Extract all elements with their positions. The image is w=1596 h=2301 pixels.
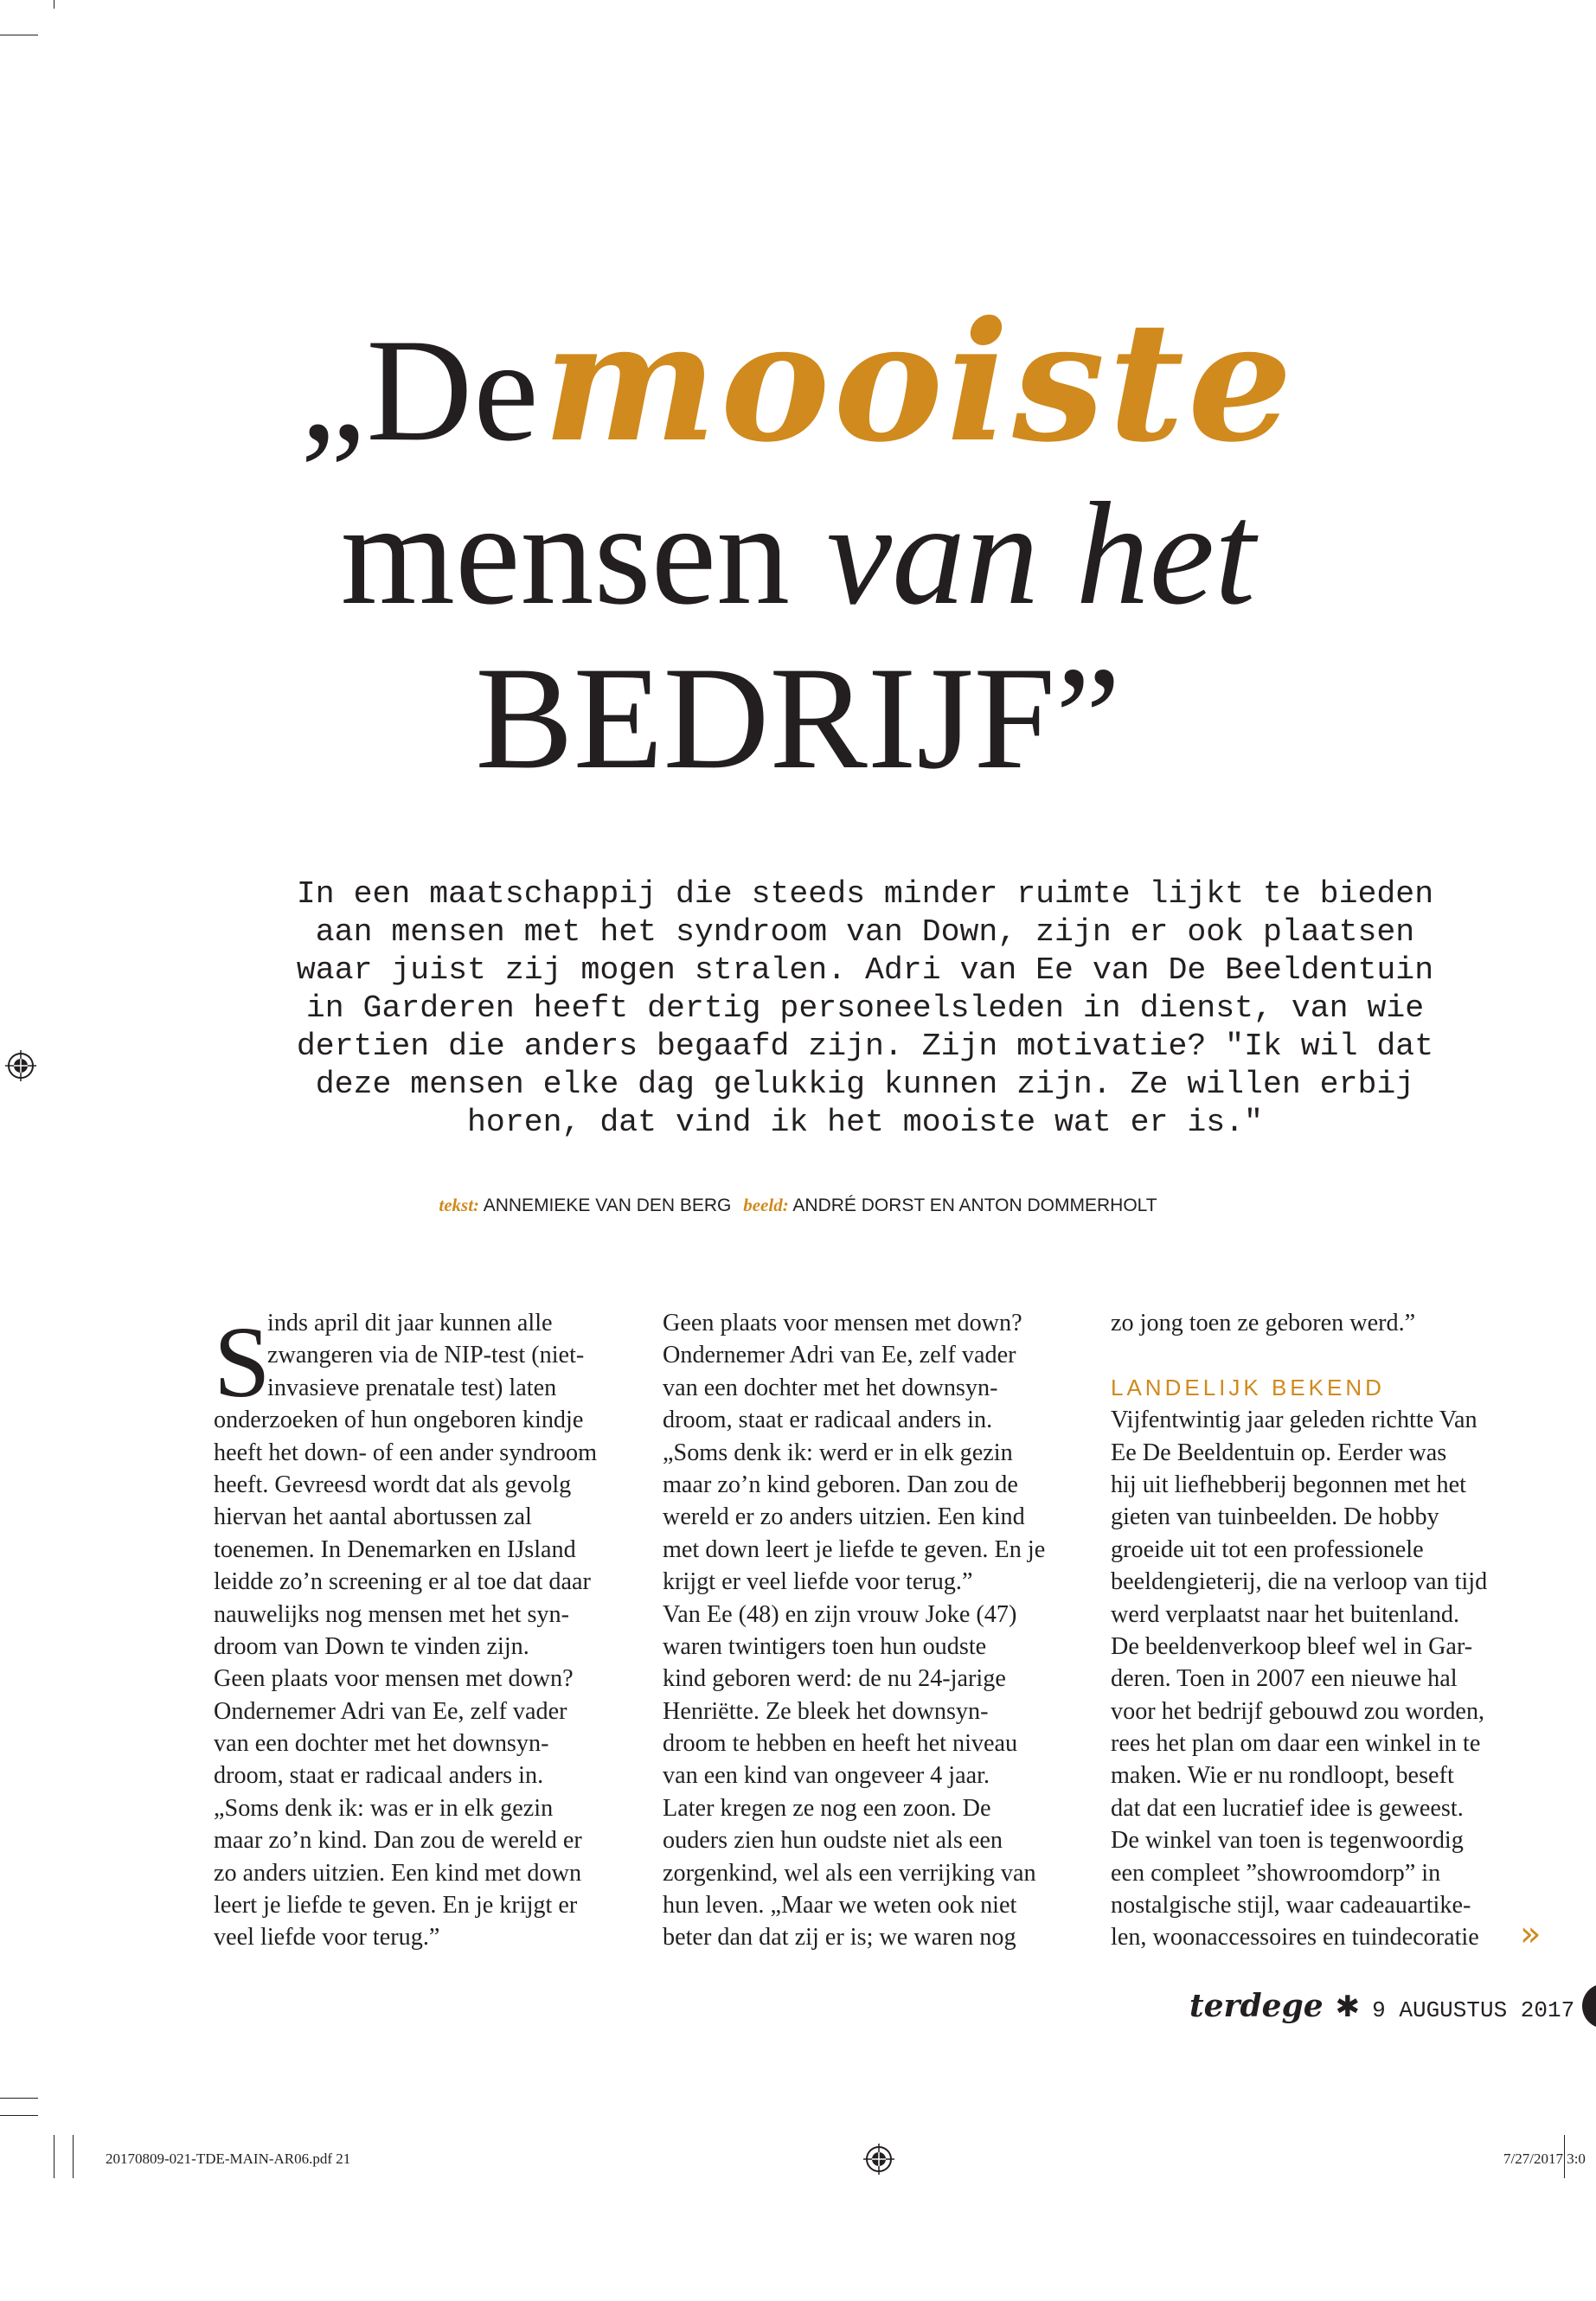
byline <box>0 1195 1596 1216</box>
body-line: Ondernemer Adri van Ee, zelf vader <box>214 1697 567 1725</box>
intro-line: in Garderen heeft dertig personeelsleden in dienst, van wie <box>305 990 1425 1026</box>
intro-line: dertien die anders begaafd zijn. Zijn motivatie? "Ik wil dat <box>296 1029 1434 1064</box>
headline-regular: mensen <box>340 472 791 635</box>
body-line: invasieve prenatale test) laten <box>267 1374 557 1401</box>
body-line: Ondernemer Adri van Ee, zelf vader <box>663 1342 1016 1369</box>
body-line: groeide uit tot een professionele <box>1111 1535 1424 1563</box>
body-line: van een dochter met het downsyn- <box>214 1730 549 1758</box>
body-line: Geen plaats voor mensen met down? <box>663 1310 1022 1336</box>
body-column-1 <box>214 1307 624 1954</box>
intro-paragraph <box>277 875 1453 1142</box>
body-line: „Soms denk ik: was er in elk gezin <box>214 1794 554 1822</box>
headline-line-2 <box>0 471 1596 636</box>
body-line: leert je liefde te geven. En je krijgt er <box>214 1892 578 1920</box>
crop-mark-bottom-left-v2 <box>73 2135 74 2178</box>
body-line: onderzoeken of hun ongeboren kindje <box>214 1407 584 1434</box>
body-line: Vijfentwintig jaar geleden richtte Van <box>1111 1407 1477 1434</box>
issue-date: 9 AUGUSTUS 2017 <box>1372 1997 1575 2023</box>
body-line: rees het plan om daar een winkel in te <box>1111 1730 1481 1758</box>
body-line: van een kind van ongeveer 4 jaar. <box>663 1762 990 1790</box>
page-number-tab <box>1582 1984 1596 2029</box>
headline-prefix: „De <box>300 309 540 471</box>
body-line: zorgenkind, wel als een verrijking van <box>663 1859 1036 1887</box>
print-slug-timestamp: 7/27/2017 3:0 <box>1503 2150 1586 2167</box>
registration-mark-bottom-icon <box>863 2144 894 2175</box>
body-line: Henriëtte. Ze bleek het downsyn- <box>663 1697 989 1725</box>
body-line: zwangeren via de NIP-test (niet- <box>267 1342 585 1369</box>
body-line: droom te hebben en heeft het niveau <box>663 1730 1018 1758</box>
body-column-2 <box>663 1307 1073 1954</box>
body-line: wereld er zo anders uitzien. Een kind <box>663 1503 1025 1531</box>
intro-line: waar juist zij mogen stralen. Adri van Ee van De Beeldentuin <box>296 952 1434 988</box>
body-line: toenemen. In Denemarken en IJsland <box>214 1535 576 1563</box>
body-line: „Soms denk ik: werd er in elk gezin <box>663 1439 1013 1466</box>
intro-line: aan mensen met het syndroom van Down, zijn er ook plaatsen <box>315 914 1415 950</box>
body-line: krijgt er veel liefde voor terug.” <box>663 1568 973 1596</box>
body-line: gieten van tuinbeelden. De hobby <box>1111 1503 1439 1531</box>
headline-italic: van het <box>826 472 1256 635</box>
body-line: droom, staat er radicaal anders in. <box>663 1407 993 1434</box>
byline-text-label: tekst: <box>439 1195 480 1215</box>
body-line: deren. Toen in 2007 een nieuwe hal <box>1111 1665 1458 1693</box>
body-line: ouders zien hun oudste niet als een <box>663 1827 1003 1855</box>
body-line: droom van Down te vinden zijn. <box>214 1632 529 1660</box>
body-line: heeft. Gevreesd wordt dat als gevolg <box>214 1471 572 1498</box>
body-line: droom, staat er radicaal anders in. <box>214 1762 544 1790</box>
body-line: van een dochter met het downsyn- <box>663 1374 998 1401</box>
magazine-brand: terdege <box>1189 1988 1324 2024</box>
intro-line: In een maatschappij die steeds minder ruimte lijkt te bieden <box>296 876 1434 912</box>
drop-cap: S <box>214 1305 271 1419</box>
body-line: leidde zo’n screening er al toe dat daar <box>214 1568 591 1596</box>
body-line: nauwelijks nog mensen met het syn- <box>214 1600 569 1628</box>
continue-arrow-icon: » <box>1520 1914 1542 1954</box>
print-slug-filename: 20170809-021-TDE-MAIN-AR06.pdf 21 <box>106 2150 351 2167</box>
spacer <box>1111 1339 1521 1371</box>
byline-author: ANNEMIEKE VAN DEN BERG <box>483 1195 732 1215</box>
section-subhead: LANDELIJK BEKEND <box>1111 1374 1385 1400</box>
headline-line-3: BEDRIJF” <box>475 637 1121 799</box>
body-line: met down leert je liefde te geven. En je <box>663 1535 1046 1563</box>
headline-line-1 <box>0 285 1596 478</box>
page-footer <box>1189 1988 1574 2024</box>
body-line: voor het bedrijf gebouwd zou worden, <box>1111 1697 1485 1725</box>
body-line: len, woonaccessoires en tuindecoratie <box>1111 1924 1479 1952</box>
body-line: hiervan het aantal abortussen zal <box>214 1503 532 1531</box>
crop-mark-bottom-left-h2 <box>0 2115 38 2116</box>
body-line: dat dat een lucratief idee is geweest. <box>1111 1794 1464 1822</box>
body-line: hij uit liefhebberij begonnen met het <box>1111 1471 1466 1498</box>
body-line: veel liefde voor terug.” <box>214 1924 440 1952</box>
body-line: Later kregen ze nog een zoon. De <box>663 1794 991 1822</box>
body-line: Geen plaats voor mensen met down? <box>214 1665 574 1693</box>
body-line: beter dan dat zij er is; we waren nog <box>663 1924 1016 1952</box>
intro-line: horen, dat vind ik het mooiste wat er is." <box>467 1105 1263 1140</box>
byline-image-label: beeld: <box>743 1195 789 1215</box>
body-line: inds april dit jaar kunnen alle <box>267 1310 553 1336</box>
body-line: hun leven. „Maar we weten ook niet <box>663 1892 1017 1920</box>
body-line: maken. Wie er nu rondloopt, beseft <box>1111 1762 1454 1790</box>
body-line: een compleet ”showroomdorp” in <box>1111 1859 1441 1887</box>
crop-mark-bottom-left-h1 <box>0 2098 38 2099</box>
body-line: kind geboren werd: de nu 24-jarige <box>663 1665 1006 1693</box>
body-line: Ee De Beeldentuin op. Eerder was <box>1111 1439 1447 1466</box>
body-line: zo anders uitzien. Een kind met down <box>214 1859 582 1887</box>
body-line: zo jong toen ze geboren werd.” <box>1111 1310 1416 1336</box>
body-line: beeldengieterij, die na verloop van tijd <box>1111 1568 1488 1596</box>
body-line: De beeldenverkoop bleef wel in Gar- <box>1111 1632 1473 1660</box>
body-line: maar zo’n kind geboren. Dan zou de <box>663 1471 1018 1498</box>
body-line: De winkel van toen is tegenwoordig <box>1111 1827 1464 1855</box>
byline-photographers: ANDRÉ DORST EN ANTON DOMMERHOLT <box>792 1195 1157 1215</box>
body-line: werd verplaatst naar het buitenland. <box>1111 1600 1460 1628</box>
body-line: maar zo’n kind. Dan zou de wereld er <box>214 1827 582 1855</box>
registration-mark-icon <box>5 1050 36 1081</box>
headline-accent-word: mooiste <box>542 285 1296 478</box>
star-separator-icon: ✱ <box>1335 1990 1361 2024</box>
body-line: nostalgische stijl, waar cadeauartike- <box>1111 1892 1471 1920</box>
intro-line: deze mensen elke dag gelukkig kunnen zijn. Ze willen erbij <box>315 1067 1415 1102</box>
body-line: Van Ee (48) en zijn vrouw Joke (47) <box>663 1600 1017 1628</box>
body-line: heeft het down- of een ander syndroom <box>214 1439 598 1466</box>
body-line: waren twintigers toen hun oudste <box>663 1632 987 1660</box>
body-column-3 <box>1111 1307 1521 1954</box>
